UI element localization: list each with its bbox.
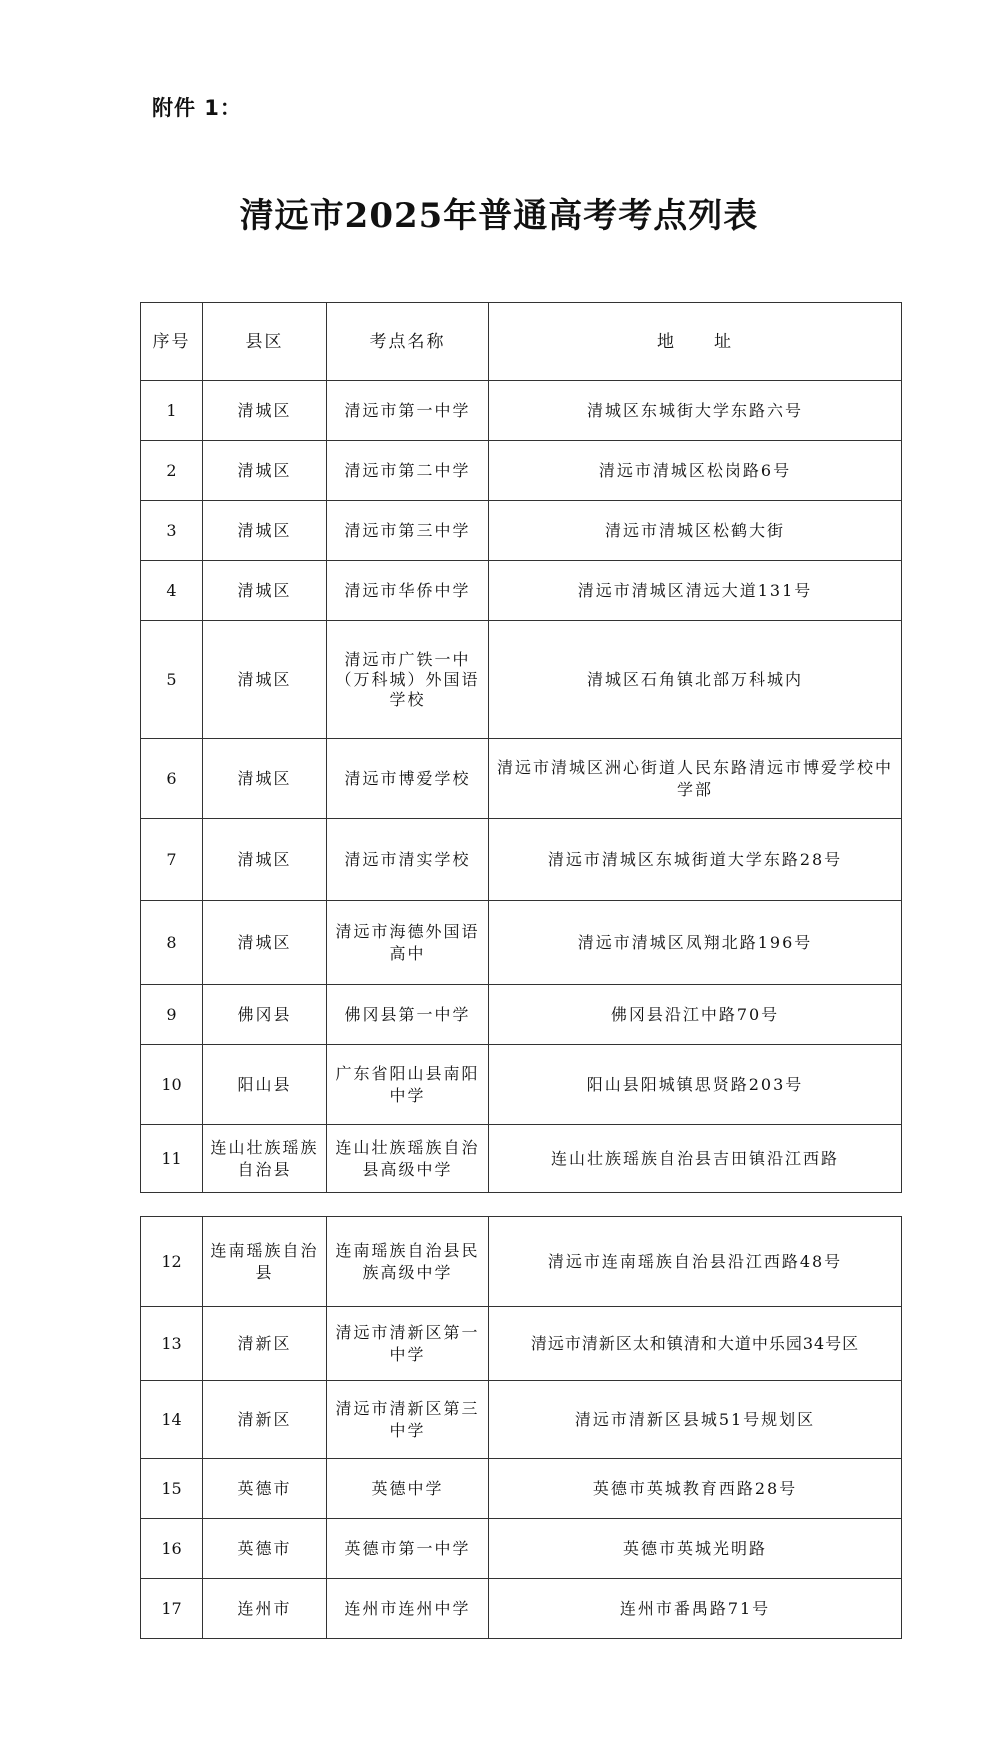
row-district: 清城区	[203, 381, 327, 441]
row-address: 清远市清城区洲心街道人民东路清远市博爱学校中学部	[489, 739, 902, 819]
row-address: 清远市清新区太和镇清和大道中乐园34号区	[489, 1307, 902, 1381]
row-district: 清城区	[203, 441, 327, 501]
row-district: 连南瑶族自治县	[203, 1217, 327, 1307]
row-address: 清远市清城区东城街道大学东路28号	[489, 819, 902, 901]
row-no: 12	[141, 1217, 203, 1307]
row-site-name: 清远市广铁一中（万科城）外国语学校	[327, 621, 489, 739]
row-district: 英德市	[203, 1459, 327, 1519]
table-row	[141, 561, 902, 621]
attachment-label: 附件 1：	[152, 96, 242, 120]
row-address: 清城区石角镇北部万科城内	[489, 621, 902, 739]
row-district: 清城区	[203, 501, 327, 561]
header-address: 地 址	[489, 303, 902, 381]
row-site-name: 连南瑶族自治县民族高级中学	[327, 1217, 489, 1307]
row-no: 17	[141, 1579, 203, 1639]
row-district: 英德市	[203, 1519, 327, 1579]
row-site-name: 清远市博爱学校	[327, 739, 489, 819]
row-no: 11	[141, 1125, 203, 1193]
row-no: 13	[141, 1307, 203, 1381]
row-district: 清城区	[203, 819, 327, 901]
row-site-name: 清远市清实学校	[327, 819, 489, 901]
row-district: 清城区	[203, 621, 327, 739]
row-district: 阳山县	[203, 1045, 327, 1125]
row-district: 连州市	[203, 1579, 327, 1639]
row-no: 9	[141, 985, 203, 1045]
table-row	[141, 1217, 902, 1307]
table-row	[141, 381, 902, 441]
row-site-name: 清远市清新区第一中学	[327, 1307, 489, 1381]
row-no: 7	[141, 819, 203, 901]
row-no: 8	[141, 901, 203, 985]
table-row	[141, 441, 902, 501]
row-site-name: 连山壮族瑶族自治县高级中学	[327, 1125, 489, 1193]
row-no: 6	[141, 739, 203, 819]
row-district: 清新区	[203, 1381, 327, 1459]
row-district: 清城区	[203, 901, 327, 985]
table-row	[141, 621, 902, 739]
header-district: 县区	[203, 303, 327, 381]
table-row	[141, 501, 902, 561]
table-row	[141, 1519, 902, 1579]
table-row	[141, 1125, 902, 1193]
header-no: 序号	[141, 303, 203, 381]
table-row	[141, 901, 902, 985]
row-address: 清远市清城区清远大道131号	[489, 561, 902, 621]
row-no: 5	[141, 621, 203, 739]
row-site-name: 清远市第二中学	[327, 441, 489, 501]
table-row	[141, 739, 902, 819]
table-row	[141, 1579, 902, 1639]
row-no: 2	[141, 441, 203, 501]
exam-sites-table-part1	[140, 302, 902, 1193]
row-site-name: 清远市清新区第三中学	[327, 1381, 489, 1459]
row-district: 清城区	[203, 739, 327, 819]
table-row	[141, 1307, 902, 1381]
row-address: 清远市连南瑶族自治县沿江西路48号	[489, 1217, 902, 1307]
row-no: 10	[141, 1045, 203, 1125]
header-site-name: 考点名称	[327, 303, 489, 381]
row-district: 清城区	[203, 561, 327, 621]
row-address: 英德市英城光明路	[489, 1519, 902, 1579]
row-address: 清远市清城区松鹤大街	[489, 501, 902, 561]
row-address: 清远市清新区县城51号规划区	[489, 1381, 902, 1459]
row-site-name: 英德中学	[327, 1459, 489, 1519]
row-site-name: 清远市第三中学	[327, 501, 489, 561]
row-no: 1	[141, 381, 203, 441]
row-address: 清远市清城区松岗路6号	[489, 441, 902, 501]
table-row	[141, 819, 902, 901]
table-row	[141, 1381, 902, 1459]
row-no: 3	[141, 501, 203, 561]
row-address: 连山壮族瑶族自治县吉田镇沿江西路	[489, 1125, 902, 1193]
exam-sites-table-part2	[140, 1216, 902, 1639]
row-site-name: 佛冈县第一中学	[327, 985, 489, 1045]
row-district: 佛冈县	[203, 985, 327, 1045]
row-site-name: 英德市第一中学	[327, 1519, 489, 1579]
row-no: 14	[141, 1381, 203, 1459]
page-title: 清远市2025年普通高考考点列表	[239, 196, 759, 236]
row-site-name: 广东省阳山县南阳中学	[327, 1045, 489, 1125]
row-no: 15	[141, 1459, 203, 1519]
row-address: 佛冈县沿江中路70号	[489, 985, 902, 1045]
table-header-row	[141, 303, 902, 381]
row-district: 清新区	[203, 1307, 327, 1381]
row-no: 4	[141, 561, 203, 621]
row-no: 16	[141, 1519, 203, 1579]
row-site-name: 清远市华侨中学	[327, 561, 489, 621]
row-site-name: 清远市第一中学	[327, 381, 489, 441]
row-address: 阳山县阳城镇思贤路203号	[489, 1045, 902, 1125]
row-address: 清城区东城街大学东路六号	[489, 381, 902, 441]
row-site-name: 连州市连州中学	[327, 1579, 489, 1639]
table-row	[141, 985, 902, 1045]
table-row	[141, 1459, 902, 1519]
row-district: 连山壮族瑶族自治县	[203, 1125, 327, 1193]
row-address: 清远市清城区凤翔北路196号	[489, 901, 902, 985]
row-address: 英德市英城教育西路28号	[489, 1459, 902, 1519]
row-address: 连州市番禺路71号	[489, 1579, 902, 1639]
row-site-name: 清远市海德外国语高中	[327, 901, 489, 985]
table-row	[141, 1045, 902, 1125]
